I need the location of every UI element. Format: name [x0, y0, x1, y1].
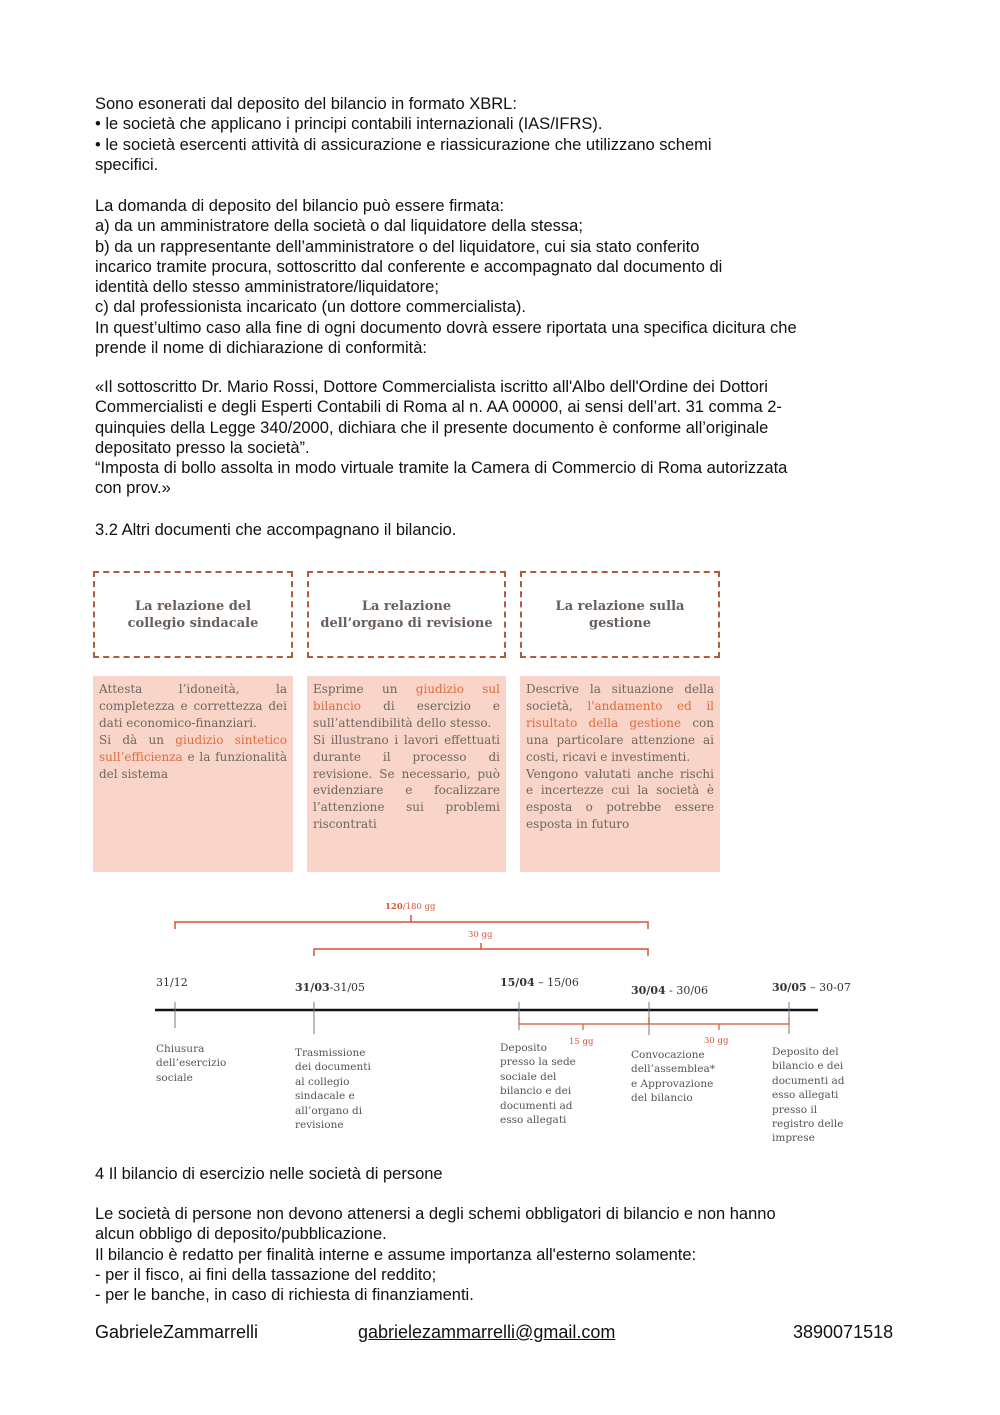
timeline-label-chiusura: Chiusura dell’esercizio sociale [156, 1043, 227, 1084]
paragraph-xbrl: Sono esonerati dal deposito del bilancio in formato XBRL: • le società che applicano i principi contabili internazionali (IAS/IFRS). • le società esercenti attività di assicurazione e riassicurazione che utilizzano schemi specifici. [95, 95, 712, 174]
brace-120-180 [175, 922, 648, 929]
date-30-05: 30/05 – 30-07 [772, 981, 851, 994]
date-31-03: 31/03-31/05 [295, 981, 366, 994]
section-heading-4: 4 Il bilancio di esercizio nelle società di persone [95, 1165, 443, 1183]
timeline-label-trasmissione: Trasmissione dei documenti al collegio sindacale e all’organo di revisione [295, 1047, 371, 1132]
box-title-collegio: La relazione del collegio sindacale [93, 571, 293, 658]
date-31-12: 31/12 [156, 976, 188, 989]
range-label-30: 30 gg [468, 930, 493, 940]
box-text: Vengono valutati anche rischi e incertezze cui la società è esposta o potrebbe essere esposta in futuro [526, 766, 714, 832]
section-heading-3-2: 3.2 Altri documenti che accompagnano il bilancio. [95, 521, 457, 539]
footer-phone: 3890071518 [793, 1322, 894, 1342]
timeline-label-deposito-registro: Deposito del bilancio e dei documenti ad esso allegati presso il registro delle imprese [772, 1046, 845, 1145]
box-text: Si dà un giudizio sintetico sull’efficienza e la funzionalità del sistema [99, 732, 287, 781]
box-text: Attesta l’idoneità, la completezza e correttezza dei dati economico-finanziari. [99, 682, 287, 730]
box-title-revisione: La relazione dell’organo di revisione [307, 571, 506, 658]
box-text: Descrive la situazione della società, l'andamento ed il risultato della gestione con una particolare attenzione ai costi, ricavi e investimenti. [526, 682, 715, 764]
paragraph-firma: La domanda di deposito del bilancio può essere firmata: a) da un amministratore della società o dal liquidatore della stessa; b) da un rappresentante dell’amministratore o del liquidatore, cui sia stato conferito incarico tramite procura, sottoscritto dal conferente e accompagnato dal documento di identità dello stesso amministratore/liquidatore; c) dal professionista incaricato (un dottore commercialista). In quest’ultimo caso alla fine di ogni documento dovrà essere riportata una specifica dicitura che prende il nome di dichiarazione di conformità: [95, 197, 797, 358]
gap-label-30: 30 gg [704, 1036, 729, 1046]
range-label-120-180: 120/180 gg [385, 902, 436, 912]
paragraph-dichiarazione: «Il sottoscritto Dr. Mario Rossi, Dottore Commercialista iscritto all'Albo dell'Ordine dei Dottori Commercialisti e degli Esperti Contabili di Roma al n. AA 00000, ai sensi dell’art. 31 comma 2- quinquies della Legge 340/2000, dichiara che il presente documento è conforme all’originale depositato presso la società”. “Imposta di bollo assolta in modo virtuale tramite la Camera di Commercio di Roma autorizzata con prov.» [95, 378, 788, 498]
date-15-04: 15/04 – 15/06 [500, 976, 579, 989]
timeline-label-convocazione: Convocazione dell’assemblea* e Approvazione del bilancio [631, 1049, 715, 1105]
brace-30 [314, 949, 648, 956]
box-title-gestione: La relazione sulla gestione [520, 571, 720, 658]
box-text: Si illustrano i lavori effettuati durante il processo di revisione. Se necessario, può evidenziare e focalizzare l’attenzione sui problemi riscontrati [313, 732, 500, 832]
footer-email-link[interactable]: gabrielezammarrelli@gmail.com [358, 1322, 616, 1342]
gap-30 [649, 1017, 789, 1024]
box-text: Esprime un giudizio sul bilancio di esercizio e sull’attendibilità dello stesso. [313, 682, 500, 730]
paragraph-societa-persone: Le società di persone non devono attenersi a degli schemi obbligatori di bilancio e non hanno alcun obbligo di deposito/pubblicazione. Il bilancio è redatto per finalità interne e assume importanza all'esterno solamente: - per il fisco, ai fini della tassazione del reddito; - per le banche, in caso di richiesta di finanziamenti. [95, 1205, 776, 1305]
footer-name: GabrieleZammarrelli [95, 1322, 259, 1342]
gap-label-15: 15 gg [569, 1037, 594, 1047]
gap-15 [519, 1017, 649, 1024]
timeline-label-deposito-sede: Deposito presso la sede sociale del bilancio e dei documenti ad esso allegati [500, 1042, 576, 1127]
date-30-04: 30/04 - 30/06 [631, 984, 709, 997]
